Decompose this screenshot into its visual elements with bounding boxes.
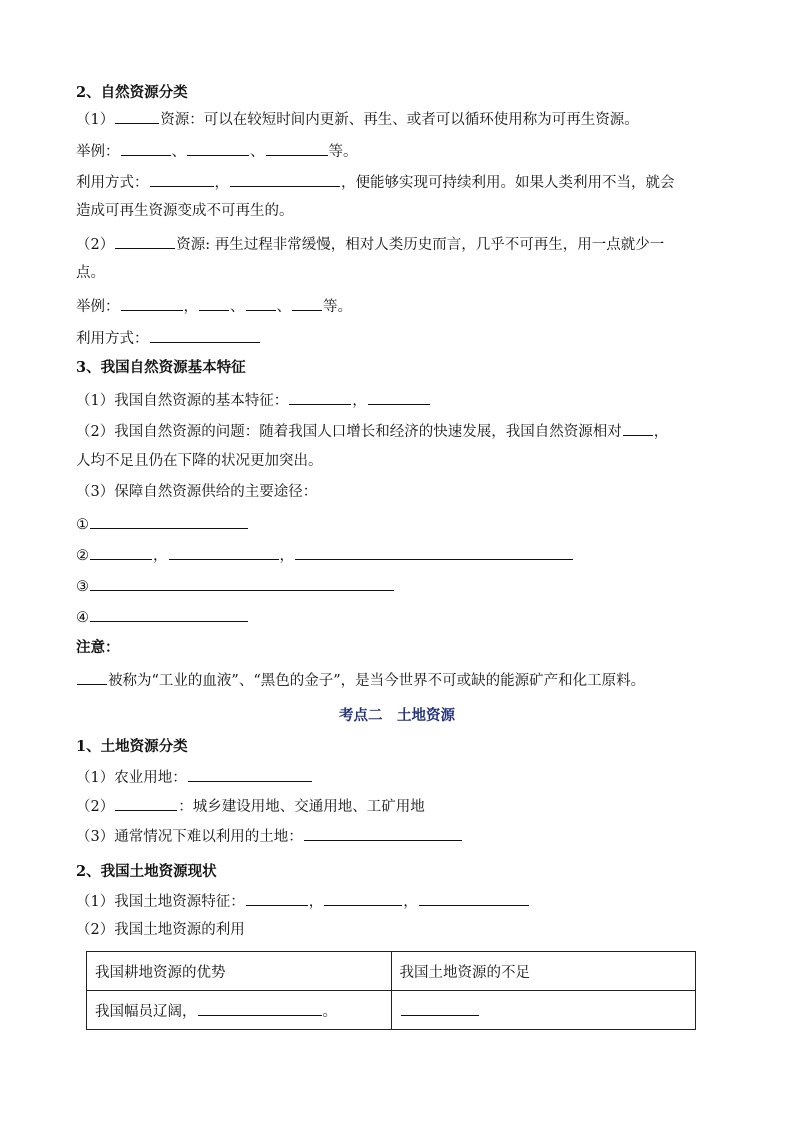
answer-blank[interactable] xyxy=(401,1000,479,1016)
nonrenewable-usage-line: 利用方式： xyxy=(76,327,261,349)
supply-ways-line: （3）保障自然资源供给的主要途径： xyxy=(76,484,318,500)
answer-blank[interactable] xyxy=(324,890,402,906)
answer-blank[interactable] xyxy=(623,420,653,436)
nonrenewable-definition-continuation: 点。 xyxy=(76,265,105,281)
supply-way-4: ④ xyxy=(76,606,249,628)
note-label: 注意： xyxy=(76,639,120,656)
table-cell-advantage: 我国幅员辽阔， 。 xyxy=(87,991,392,1030)
answer-blank[interactable] xyxy=(266,140,328,156)
note-text-line: 被称为“工业的血液”、“黑色的金子”，是当今世界不可或缺的能源矿产和化工原料。 xyxy=(76,669,645,691)
supply-way-1: ① xyxy=(76,513,249,535)
renewable-usage-line: 利用方式： ， ，便能够实现可持续利用。如果人类利用不当，就会 xyxy=(76,171,675,193)
construction-land-line: （2） ：城乡建设用地、交通用地、工矿用地 xyxy=(76,795,425,817)
supply-way-3: ③ xyxy=(76,575,395,597)
answer-blank[interactable] xyxy=(246,295,276,311)
answer-blank[interactable] xyxy=(419,890,529,906)
answer-blank[interactable] xyxy=(90,513,248,529)
table-cell-shortage xyxy=(391,991,696,1030)
nonrenewable-definition-line: （2） 资源: 再生过程非常缓慢，相对人类历史而言，几乎不可再生，用一点就少一 xyxy=(76,233,664,255)
answer-blank[interactable] xyxy=(121,295,183,311)
answer-blank[interactable] xyxy=(90,544,152,560)
answer-blank[interactable] xyxy=(187,140,249,156)
answer-blank[interactable] xyxy=(150,327,260,343)
nonrenewable-examples-line: 举例： ， 、 、 等。 xyxy=(76,295,352,317)
renewable-definition-line: （1） 资源：可以在较短时间内更新、再生、或者可以循环使用称为可再生资源。 xyxy=(76,108,639,130)
renewable-usage-continuation: 造成可再生资源变成不可再生的。 xyxy=(76,203,294,219)
resource-problem-line: （2）我国自然资源的问题：随着我国人口增长和经济的快速发展，我国自然资源相对 ， xyxy=(76,420,668,442)
answer-blank[interactable] xyxy=(90,606,248,622)
answer-blank[interactable] xyxy=(169,544,279,560)
key-point-heading: 考点二 土地资源 xyxy=(339,707,455,724)
answer-blank[interactable] xyxy=(368,389,430,405)
answer-blank[interactable] xyxy=(90,575,394,591)
section-title-land-classification: 1、土地资源分类 xyxy=(76,738,188,755)
answer-blank[interactable] xyxy=(77,669,107,685)
section-title-basic-features: 3、我国自然资源基本特征 xyxy=(76,359,246,376)
answer-blank[interactable] xyxy=(121,140,171,156)
resource-problem-continuation: 人均不足且仍在下降的状况更加突出。 xyxy=(76,453,323,469)
land-use-line: （2）我国土地资源的利用 xyxy=(76,922,245,938)
answer-blank[interactable] xyxy=(292,295,322,311)
answer-blank[interactable] xyxy=(295,544,573,560)
answer-blank[interactable] xyxy=(115,108,159,124)
table-row xyxy=(87,991,696,1030)
table-header-shortage: 我国土地资源的不足 xyxy=(391,952,696,991)
answer-blank[interactable] xyxy=(150,171,214,187)
unused-land-line: （3）通常情况下难以利用的土地： xyxy=(76,825,463,847)
land-features-line: （1）我国土地资源特征： ， ， xyxy=(76,890,530,912)
renewable-examples-line: 举例： 、 、 等。 xyxy=(76,140,358,162)
section-title-land-status: 2、我国土地资源现状 xyxy=(76,863,217,880)
basic-features-line: （1）我国自然资源的基本特征： ， xyxy=(76,389,431,411)
answer-blank[interactable] xyxy=(246,890,308,906)
land-use-table xyxy=(86,951,696,1030)
answer-blank[interactable] xyxy=(289,389,351,405)
table-row xyxy=(87,952,696,991)
section-title-natural-resource-classification: 2、自然资源分类 xyxy=(76,84,188,101)
agricultural-land-line: （1）农业用地： xyxy=(76,766,313,788)
answer-blank[interactable] xyxy=(199,295,229,311)
table-header-advantage: 我国耕地资源的优势 xyxy=(87,952,392,991)
answer-blank[interactable] xyxy=(230,171,340,187)
supply-way-2: ② ， ， xyxy=(76,544,574,566)
answer-blank[interactable] xyxy=(115,233,175,249)
answer-blank[interactable] xyxy=(188,766,312,782)
answer-blank[interactable] xyxy=(304,825,462,841)
answer-blank[interactable] xyxy=(198,1000,322,1016)
answer-blank[interactable] xyxy=(115,795,177,811)
